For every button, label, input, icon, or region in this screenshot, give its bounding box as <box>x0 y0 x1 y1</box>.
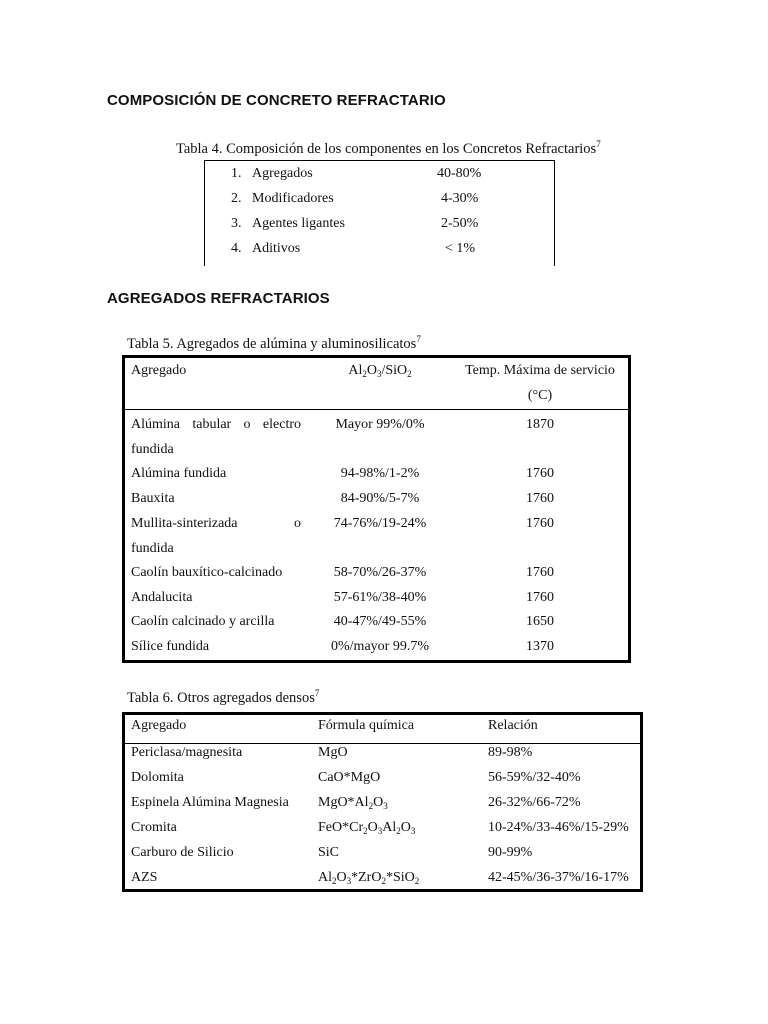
tabla5-ref: 7 <box>416 334 421 344</box>
relacion-value: 89-98% <box>488 745 533 760</box>
agregado-name-cont: fundida <box>131 442 174 457</box>
row-number: 4. <box>231 241 242 256</box>
ratio-value: 58-70%/26-37% <box>333 565 427 580</box>
relacion-value: 26-32%/66-72% <box>488 795 581 810</box>
formula-value: SiC <box>318 845 340 860</box>
temp-value: 1870 <box>526 417 554 432</box>
column-header-temp-unit: (°C) <box>527 388 553 403</box>
formula-value: CaO*MgO <box>318 770 381 785</box>
table-row <box>205 236 554 261</box>
tabla5-caption-text: Tabla 5. Agregados de alúmina y aluminosilicatos <box>127 336 417 352</box>
tabla6-caption-text: Tabla 6. Otros agregados densos <box>127 690 315 706</box>
table-row <box>125 815 640 840</box>
component-value: 40-80% <box>437 166 482 181</box>
agregado-name: Carburo de Silicio <box>131 845 234 860</box>
tabla4-caption <box>176 139 601 158</box>
agregado-name: Caolín bauxítico-calcinado <box>131 565 283 580</box>
component-label: Agregados <box>252 166 313 181</box>
table-row <box>125 765 640 790</box>
component-label: Modificadores <box>252 191 334 206</box>
row-number: 1. <box>231 166 242 181</box>
agregado-name: Periclasa/magnesita <box>131 745 243 760</box>
relacion-value: 10-24%/33-46%/15-29% <box>488 820 629 835</box>
tabla5-caption <box>127 334 421 353</box>
agregado-name-cont: fundida <box>131 541 174 556</box>
column-header-ratio: $Al_2O_3/SiO_2$ <box>348 363 412 379</box>
row-number: 3. <box>231 216 242 231</box>
agregado-name: Cromita <box>131 820 177 835</box>
table-row <box>205 161 554 186</box>
formula-value: $FeO*Cr_2O_3Al_2O_3$ <box>318 820 416 836</box>
temp-value: 1760 <box>526 565 554 580</box>
temp-value: 1760 <box>526 466 554 481</box>
agregado-name: Andalucita <box>131 590 193 605</box>
agregado-name: Espinela Alúmina Magnesia <box>131 795 289 810</box>
column-header-agregado: Agregado <box>131 718 187 733</box>
temp-value: 1370 <box>526 639 554 654</box>
formula-value: MgO <box>318 745 348 760</box>
formula-value: $Al_2O_3*ZrO_2*SiO_2$ <box>318 870 420 886</box>
tabla4-caption-text: Tabla 4. Composición de los componentes en los Concretos Refractarios <box>176 141 597 157</box>
agregado-name: Mullita-sinterizada o <box>131 516 301 531</box>
temp-value: 1760 <box>526 491 554 506</box>
temp-value: 1760 <box>526 516 554 531</box>
ratio-value: 0%/mayor 99.7% <box>331 639 429 654</box>
tabla4 <box>204 160 555 266</box>
column-header-relacion: Relación <box>488 718 538 733</box>
component-label: Agentes ligantes <box>252 216 345 231</box>
column-header-agregado: Agregado <box>131 363 187 378</box>
table-row <box>205 211 554 236</box>
temp-value: 1650 <box>526 614 554 629</box>
table-header <box>125 358 628 410</box>
agregado-name: Bauxita <box>131 491 175 506</box>
column-header-temp: Temp. Máxima de servicio <box>465 363 615 378</box>
tabla6 <box>122 712 643 892</box>
component-value: 4-30% <box>441 191 479 206</box>
agregado-name: Alúmina tabular o electro <box>131 417 301 432</box>
ratio-value: Mayor 99%/0% <box>335 417 425 432</box>
section-heading-composicion: COMPOSICIÓN DE CONCRETO REFRACTARIO <box>107 92 446 109</box>
agregado-name: AZS <box>131 870 158 885</box>
ratio-value: 94-98%/1-2% <box>340 466 420 481</box>
relacion-value: 42-45%/36-37%/16-17% <box>488 870 629 885</box>
tabla5 <box>122 355 631 663</box>
tabla4-ref: 7 <box>596 139 601 149</box>
temp-value: 1760 <box>526 590 554 605</box>
relacion-value: 90-99% <box>488 845 533 860</box>
relacion-value: 56-59%/32-40% <box>488 770 581 785</box>
row-number: 2. <box>231 191 242 206</box>
tabla6-ref: 7 <box>314 688 320 698</box>
table-row <box>125 740 640 765</box>
ratio-value: 74-76%/19-24% <box>333 516 427 531</box>
tabla6-caption <box>127 688 319 707</box>
component-label: Aditivos <box>252 241 301 256</box>
agregado-name: Alúmina fundida <box>131 466 227 481</box>
table-row <box>205 186 554 211</box>
component-value: 2-50% <box>441 216 479 231</box>
agregado-name: Dolomita <box>131 770 184 785</box>
column-header-formula: Fórmula química <box>318 718 415 733</box>
section-heading-agregados: AGREGADOS REFRACTARIOS <box>107 290 330 307</box>
agregado-name: Sílice fundida <box>131 639 210 654</box>
ratio-value: 40-47%/49-55% <box>333 614 427 629</box>
agregado-name: Caolín calcinado y arcilla <box>131 614 275 629</box>
ratio-value: 57-61%/38-40% <box>333 590 427 605</box>
table-row <box>125 865 640 890</box>
ratio-value: 84-90%/5-7% <box>340 491 420 506</box>
table-row <box>125 840 640 865</box>
formula-value: $MgO*Al_2O_3$ <box>318 795 388 811</box>
table-row <box>125 790 640 815</box>
component-value: < 1% <box>445 241 476 256</box>
